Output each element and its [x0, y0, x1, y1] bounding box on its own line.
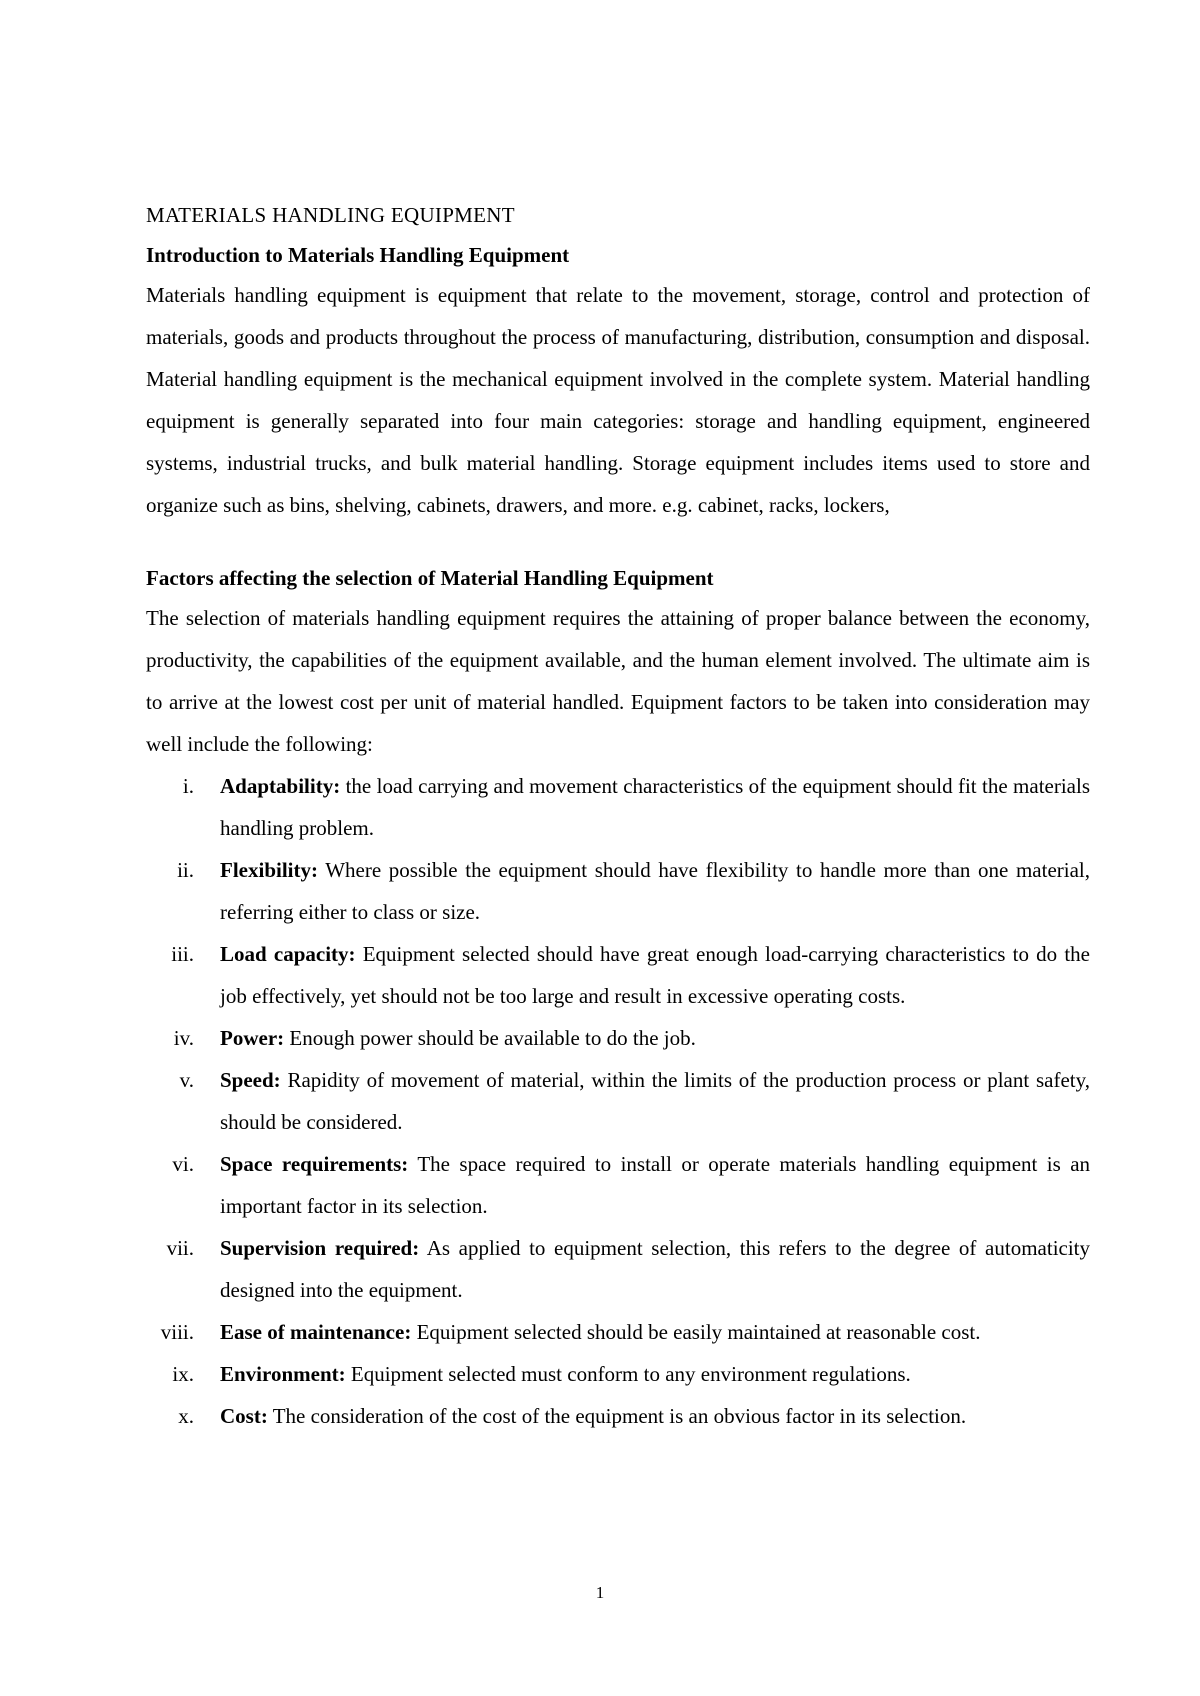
factor-text: Equipment selected should have great enough load-carrying characteristics to do the job effectively, yet should not be too large and result in excessive operating costs.	[220, 942, 1090, 1008]
intro-heading: Introduction to Materials Handling Equipment	[146, 243, 570, 267]
factor-item-power	[146, 1017, 1090, 1059]
factor-numeral: v.	[179, 1068, 194, 1092]
factor-item-load-capacity	[146, 933, 1090, 1017]
factor-item-environment	[146, 1353, 1090, 1395]
factor-text: As applied to equipment selection, this refers to the degree of automaticity designed into the equipment.	[220, 1236, 1091, 1302]
factor-text: Rapidity of movement of material, within the limits of the production process or plant safety, should be considered.	[220, 1068, 1091, 1134]
factor-name: Cost:	[220, 1404, 268, 1428]
factor-text: Equipment selected must conform to any environment regulations.	[350, 1362, 911, 1386]
factor-item-space-requirements	[146, 1143, 1090, 1227]
factor-name: Flexibility:	[220, 858, 318, 882]
factor-text: Enough power should be available to do the job.	[289, 1026, 696, 1050]
factors-paragraph: The selection of materials handling equipment requires the attaining of proper balance between the economy, productivity, the capabilities of the equipment available, and the human element involved. The ultimate aim is to arrive at the lowest cost per unit of material handled. Equipment factors to be taken into consideration may well include the following:	[146, 606, 1090, 756]
factor-name: Adaptability:	[220, 774, 341, 798]
factor-item-ease-of-maintenance	[146, 1311, 1090, 1353]
factor-text: the load carrying and movement characteristics of the equipment should fit the materials handling problem.	[220, 774, 1091, 840]
factor-item-supervision-required	[146, 1227, 1090, 1311]
factor-name: Load capacity:	[220, 942, 356, 966]
factor-numeral: x.	[178, 1404, 194, 1428]
factor-name: Power:	[220, 1026, 285, 1050]
factor-item-flexibility	[146, 849, 1090, 933]
factor-numeral: vii.	[166, 1236, 194, 1260]
document-title: MATERIALS HANDLING EQUIPMENT	[146, 203, 515, 227]
factor-numeral: ix.	[172, 1362, 194, 1386]
factor-list	[146, 765, 1090, 1437]
factor-text: Where possible the equipment should have flexibility to handle more than one material, referring either to class or size.	[220, 858, 1090, 924]
factor-name: Environment:	[220, 1362, 346, 1386]
factor-numeral: viii.	[160, 1320, 194, 1344]
page-number: 1	[595, 1583, 605, 1602]
factor-numeral: i.	[182, 774, 194, 798]
factor-numeral: vi.	[172, 1152, 194, 1176]
factor-text: Equipment selected should be easily maintained at reasonable cost.	[416, 1320, 981, 1344]
intro-paragraph: Materials handling equipment is equipment that relate to the movement, storage, control and protection of materials, goods and products throughout the process of manufacturing, distribution, consumption and disposal. Material handling equipment is the mechanical equipment involved in the complete system. Material handling equipment is generally separated into four main categories: storage and handling equipment, engineered systems, industrial trucks, and bulk material handling. Storage equipment includes items used to store and organize such as bins, shelving, cabinets, drawers, and more. e.g. cabinet, racks, lockers,	[146, 283, 1090, 517]
factor-item-adaptability	[146, 765, 1090, 849]
factor-item-cost	[146, 1395, 1090, 1437]
factor-numeral: iv.	[173, 1026, 194, 1050]
factor-item-speed	[146, 1059, 1090, 1143]
factor-text: The consideration of the cost of the equipment is an obvious factor in its selection.	[272, 1404, 967, 1428]
factor-name: Speed:	[220, 1068, 281, 1092]
page-content	[146, 200, 1090, 1437]
factors-heading: Factors affecting the selection of Material Handling Equipment	[146, 566, 714, 590]
factor-name: Space requirements:	[220, 1152, 409, 1176]
factor-text: The space required to install or operate materials handling equipment is an important factor in its selection.	[220, 1152, 1091, 1218]
factor-name: Supervision required:	[220, 1236, 420, 1260]
factor-name: Ease of maintenance:	[220, 1320, 412, 1344]
factor-numeral: iii.	[171, 942, 194, 966]
factor-numeral: ii.	[177, 858, 194, 882]
